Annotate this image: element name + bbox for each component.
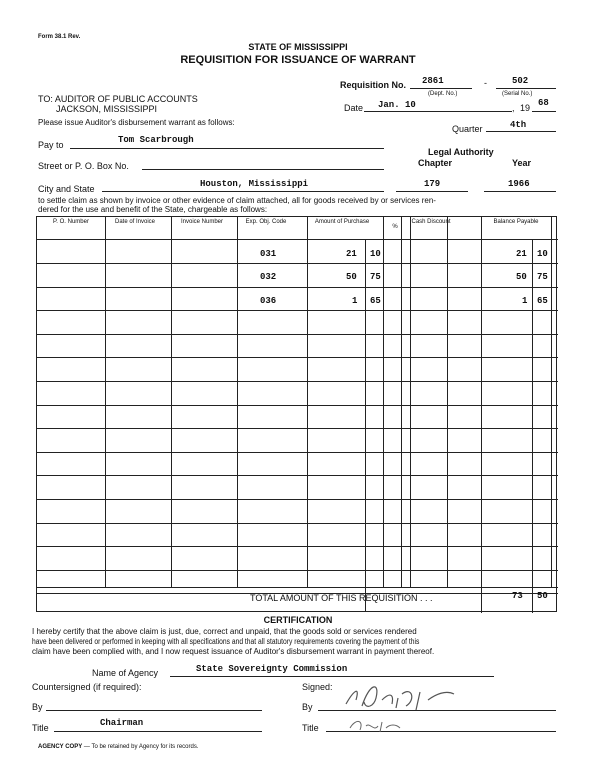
requisition-label: Requisition No. [340,80,406,90]
row2-balance-cents: 75 [537,272,548,282]
certification-line1: I hereby certify that the above claim is just, due, correct and unpaid, that the goods sold or services rendered [32,627,417,636]
row1-amount-dollars: 21 [346,249,357,259]
header-percent: % [392,224,398,230]
row3-amount-dollars: 1 [352,296,358,306]
chapter-value: 179 [424,179,441,189]
agency-value: State Sovereignty Commission [196,664,348,674]
title-label-right: Title [302,723,319,733]
row2-exp: 032 [260,272,277,282]
row1-balance-dollars: 21 [516,249,527,259]
form-title: REQUISITION FOR ISSUANCE OF WARRANT [180,54,416,66]
claims-table [36,216,557,612]
pay-to-label: Pay to [38,140,64,150]
header-date-of-invoice: Date of Invoice [114,219,156,225]
by-label-left: By [32,702,43,712]
total-dollars: 73 [512,591,523,601]
row2-balance-dollars: 50 [516,272,527,282]
total-label: TOTAL AMOUNT OF THIS REQUISITION . . . [250,593,433,603]
legal-authority-label: Legal Authority [428,147,494,157]
title-value: Chairman [100,718,144,728]
street-label: Street or P. O. Box No. [38,161,129,171]
serial-number: 502 [512,76,529,86]
row1-balance-cents: 10 [537,249,548,259]
row1-exp: 031 [260,249,277,259]
city-value: Houston, Mississippi [200,179,309,189]
initials-signature [344,716,404,736]
state-title: STATE OF MISSISSIPPI [248,42,348,52]
row3-exp: 036 [260,296,277,306]
header-balance-payable: Balance Payable [493,219,539,225]
quarter-label: Quarter [452,124,483,134]
title-label-left: Title [32,723,49,733]
year-label: Year [512,158,532,168]
dept-number: 2861 [422,76,444,86]
form-number: Form 38.1 Rev. [38,34,81,40]
date-year: 68 [538,98,549,108]
to-line2: JACKSON, MISSISSIPPI [56,104,158,114]
row3-balance-cents: 65 [537,296,548,306]
signature [336,680,466,716]
row1-amount-cents: 10 [370,249,381,259]
row2-amount-dollars: 50 [346,272,357,282]
total-cents: 50 [537,591,548,601]
certification-title: CERTIFICATION [263,615,333,625]
instruction: Please issue Auditor's disbursement warrant as follows: [38,118,235,127]
footer-note: AGENCY COPY — To be retained by Agency for its records. [38,744,199,750]
row3-balance-dollars: 1 [522,296,528,306]
settle-text: to settle claim as shown by invoice or other evidence of claim attached, all for goods received by or services ren- [38,196,436,205]
certification-line2: have been delivered or performed in keeping with all specifications and that all statutory requirements covering the payment of this [32,637,420,646]
date-label: Date [344,103,364,113]
date-value: Jan. 10 [378,100,416,110]
row3-amount-cents: 65 [370,296,381,306]
chapter-label: Chapter [418,158,453,168]
agency-label: Name of Agency [92,668,159,678]
settle-text-2: dered for the use and benefit of the State, chargeable as follows: [38,205,268,214]
header-po-number: P. O. Number [53,219,89,225]
city-label: City and State [38,184,95,194]
countersigned-label: Countersigned (if required): [32,682,142,692]
to-line1: TO: AUDITOR OF PUBLIC ACCOUNTS [38,94,198,104]
row2-amount-cents: 75 [370,272,381,282]
by-label-right: By [302,702,313,712]
header-invoice-number: Invoice Number [180,219,224,225]
quarter-value: 4th [510,120,527,130]
signed-label: Signed: [302,682,333,692]
certification-line3: claim have been complied with, and I now request issuance of Auditor's disbursement warrant in payment thereof. [32,647,435,656]
header-amount-of-purchase: Amount of Purchase [314,219,370,225]
year-value: 1966 [508,179,530,189]
header-exp-obj-code: Exp. Obj. Code [245,219,287,225]
pay-to-value: Tom Scarbrough [118,135,194,145]
header-cash-discount: Cash Discount [411,219,451,225]
